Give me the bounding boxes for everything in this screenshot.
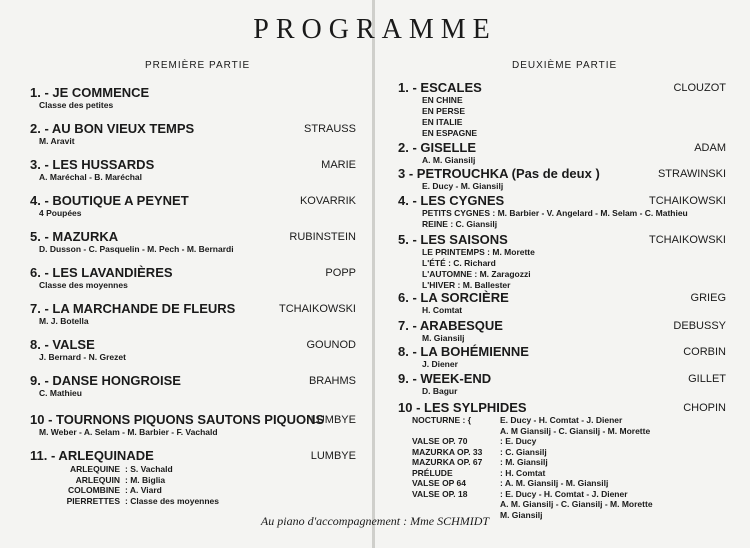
item-title: 7. - LA MARCHANDE DE FLEURS: [30, 301, 236, 316]
item-title: 6. - LA SORCIÈRE: [398, 290, 509, 305]
programme-item-right: [398, 140, 476, 166]
cast-row: [412, 468, 653, 479]
item-composer: MARIE: [321, 159, 356, 171]
programme-item-right: [398, 318, 503, 344]
item-title: 9. - WEEK-END: [398, 371, 492, 386]
item-composer: ADAM: [694, 142, 726, 154]
item-composer: TCHAIKOWSKI: [648, 195, 726, 207]
page-fold: [372, 0, 375, 548]
detail-line: REINE : C. Giansilj: [422, 219, 498, 229]
cast-name: : A. M. Giansilj - M. Giansilj: [500, 478, 609, 488]
item-title: 3 - PETROUCHKA (Pas de deux ): [398, 166, 600, 181]
detail-line: L'HIVER : M. Ballester: [422, 280, 511, 290]
cast-row: [48, 464, 219, 475]
cast-row: [412, 415, 653, 426]
detail-line: L'ÉTÉ : C. Richard: [422, 258, 496, 268]
item-performers: Classe des petites: [39, 100, 114, 110]
programme-title: PROGRAMME: [253, 14, 497, 45]
programme-item-left: [30, 412, 324, 438]
item-details: [422, 386, 491, 397]
item-title: 7. - ARABESQUE: [398, 318, 503, 333]
cast-name: A. M. Giansilj - C. Giansilj - M. Morette: [500, 499, 653, 509]
item-performers: M. J. Botella: [39, 316, 89, 326]
cast-name: : M. Biglia: [125, 474, 166, 485]
part-left-heading: PREMIÈRE PARTIE: [145, 60, 251, 71]
item-composer: RUBINSTEIN: [289, 231, 356, 243]
cast-role: VALSE OP 64: [412, 478, 467, 488]
cast-row: [412, 499, 653, 510]
programme-item-left: [30, 301, 235, 327]
cast-role: ARLEQUINE: [69, 464, 120, 474]
item-performers: 4 Poupées: [39, 208, 82, 218]
detail-line: PETITS CYGNES : M. Barbier - V. Angelard - M. Selam - C. Mathieu: [422, 208, 688, 218]
item-details: [422, 181, 600, 192]
item-composer: GRIEG: [690, 292, 726, 304]
cast-row: [412, 426, 653, 437]
cast-name: : M. Giansilj: [500, 457, 548, 467]
cast-name: : C. Giansilj: [500, 446, 547, 457]
item-title: 3. - LES HUSSARDS: [30, 157, 155, 172]
cast-name: : E. Ducy: [500, 436, 537, 446]
programme-item-right: [398, 232, 535, 291]
cast-name: E. Ducy - H. Comtat - J. Diener: [500, 415, 623, 425]
cast-row: [412, 447, 653, 458]
item-composer: LUMBYE: [310, 414, 356, 426]
detail-line: H. Comtat: [422, 305, 463, 315]
part-right-heading: DEUXIÈME PARTIE: [512, 60, 618, 71]
cast-role: VALSE OP. 70: [412, 436, 468, 446]
programme-item-right: [398, 80, 482, 139]
cast-name: : S. Vachald: [125, 464, 173, 474]
item-title: 6. - LES LAVANDIÈRES: [30, 265, 173, 280]
cast-name: : E. Ducy - H. Comtat - J. Diener: [500, 488, 628, 499]
item-composer: KOVARRIK: [299, 195, 356, 207]
item-title: 4. - LES CYGNES: [398, 193, 505, 208]
item-composer: LUMBYE: [310, 450, 356, 462]
cast-role: COLOMBINE: [68, 485, 120, 495]
item-details: [422, 359, 529, 370]
cast-row: [412, 489, 653, 500]
cast-role: ARLEQUIN: [75, 474, 120, 485]
detail-line: EN ESPAGNE: [422, 128, 478, 138]
item-composer: CHOPIN: [683, 402, 726, 414]
cast-row: [412, 436, 653, 447]
programme-item-left: [30, 373, 181, 399]
item-title: 8. - VALSE: [30, 337, 95, 352]
detail-line: EN ITALIE: [422, 117, 463, 127]
item-performers: M. Weber - A. Selam - M. Barbier - F. Vachald: [39, 427, 218, 437]
detail-line: EN PERSE: [422, 106, 465, 116]
item-title: 1. - JE COMMENCE: [30, 85, 150, 100]
detail-line: D. Bagur: [422, 386, 458, 396]
cast-name: : Classe des moyennes: [125, 495, 220, 506]
arlequinade-cast: [48, 464, 219, 506]
cast-role: VALSE OP. 18: [412, 488, 468, 499]
cast-name: A. M Giansilj - C. Giansilj - M. Morette: [500, 425, 651, 436]
cast-row: [48, 475, 219, 486]
item-composer: TCHAIKOWSKI: [648, 234, 726, 246]
detail-line: EN CHINE: [422, 95, 463, 105]
item-composer: GILLET: [688, 373, 726, 385]
item-title: 1. - ESCALES: [398, 80, 482, 95]
item-composer: CORBIN: [683, 346, 726, 358]
programme-item-right: [398, 166, 600, 192]
item-title: 5. - MAZURKA: [30, 229, 119, 244]
sylphides-cast: [412, 415, 653, 520]
item-performers: C. Mathieu: [39, 388, 82, 398]
item-title: 10 - TOURNONS PIQUONS SAUTONS PIQUONS: [30, 412, 325, 427]
detail-line: LE PRINTEMPS : M. Morette: [422, 247, 535, 257]
footer-note: Au piano d'accompagnement : Mme SCHMIDT: [260, 514, 490, 528]
programme-item-right: [398, 344, 529, 370]
item-composer: POPP: [325, 267, 356, 279]
item-title: 10 - LES SYLPHIDES: [398, 400, 527, 415]
programme-item-right: [398, 371, 491, 397]
item-title: 5. - LES SAISONS: [398, 232, 508, 247]
cast-role: NOCTURNE : {: [412, 415, 472, 425]
item-details: [422, 305, 509, 316]
item-title: 9. - DANSE HONGROISE: [30, 373, 181, 388]
item-performers: A. Maréchal - B. Maréchal: [39, 172, 142, 182]
item-details: [422, 247, 535, 291]
programme-item-left: [30, 193, 189, 219]
item-performers: Classe des moyennes: [39, 280, 128, 290]
cast-row: [48, 496, 219, 507]
item-composer: CLOUZOT: [673, 82, 726, 94]
item-title: 4. - BOUTIQUE A PEYNET: [30, 193, 189, 208]
programme-item-left: [30, 157, 154, 183]
cast-row: [48, 485, 219, 496]
programme-item-left: [30, 229, 234, 255]
item-title: 8. - LA BOHÉMIENNE: [398, 344, 529, 359]
item-title: 2. - AU BON VIEUX TEMPS: [30, 121, 195, 136]
cast-role: PRÉLUDE: [412, 467, 453, 478]
programme-item-left: [30, 337, 126, 363]
detail-line: E. Ducy - M. Giansilj: [422, 181, 504, 191]
programme-item-right: [398, 290, 509, 316]
programme-item-left: [30, 121, 194, 147]
cast-row: [412, 457, 653, 468]
cast-role: PIERRETTES: [66, 495, 120, 506]
programme-item-left: [30, 265, 173, 291]
item-performers: M. Aravit: [39, 136, 75, 146]
item-details: [422, 95, 482, 139]
item-composer: BRAHMS: [308, 375, 356, 387]
item-composer: GOUNOD: [306, 339, 356, 351]
item-composer: STRAWINSKI: [657, 168, 726, 180]
programme-item-right: [398, 400, 527, 415]
item-details: [422, 155, 476, 166]
item-details: [422, 333, 503, 344]
cast-role: MAZURKA OP. 33: [412, 446, 483, 457]
cast-name: : H. Comtat: [500, 467, 546, 478]
item-performers: D. Dusson - C. Pasquelin - M. Pech - M. Bernardi: [39, 244, 234, 254]
programme-item-left: [30, 448, 154, 463]
programme-item-right: [398, 193, 688, 230]
item-composer: DEBUSSY: [673, 320, 726, 332]
item-composer: TCHAIKOWSKI: [278, 303, 356, 315]
cast-name: : A. Viard: [125, 485, 162, 495]
detail-line: M. Giansilj: [422, 333, 465, 343]
cast-row: [412, 478, 653, 489]
item-title: 2. - GISELLE: [398, 140, 477, 155]
detail-line: A. M. Giansilj: [422, 155, 476, 165]
item-details: [422, 208, 688, 230]
programme-item-left: [30, 85, 149, 111]
item-performers: J. Bernard - N. Grezet: [39, 352, 126, 362]
detail-line: J. Diener: [422, 359, 458, 369]
cast-role: MAZURKA OP. 67: [412, 457, 483, 467]
item-title: 11. - ARLEQUINADE: [30, 448, 154, 463]
detail-line: L'AUTOMNE : M. Zaragozzi: [422, 269, 531, 279]
item-composer: STRAUSS: [304, 123, 356, 135]
cast-name: M. Giansilj: [500, 509, 543, 520]
